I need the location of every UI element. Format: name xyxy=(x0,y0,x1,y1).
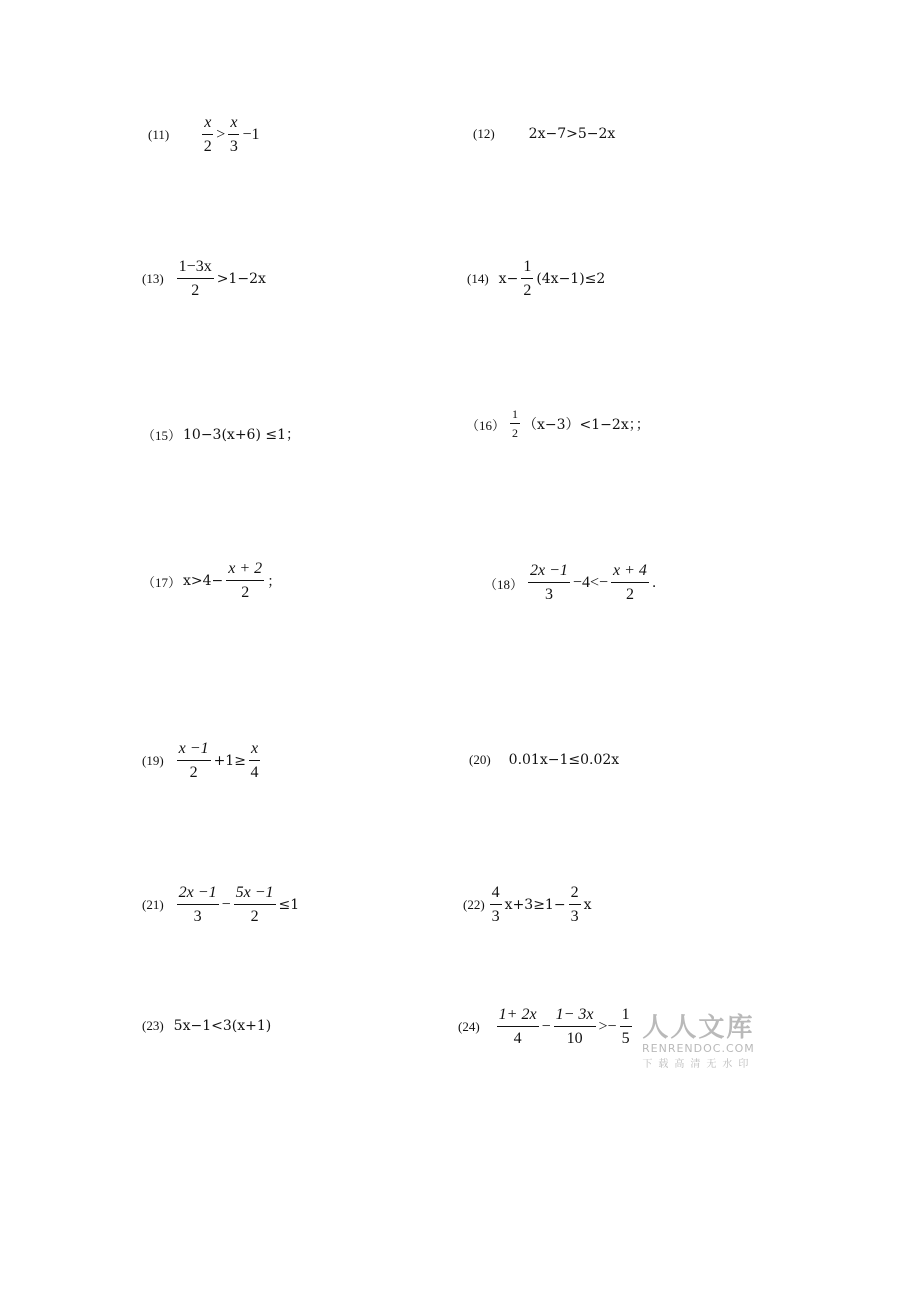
problem-11 xyxy=(148,114,259,156)
problem-18 xyxy=(484,562,656,604)
fraction: $\frac{x -1}{2}$ xyxy=(178,740,209,781)
problem-23 xyxy=(142,1018,271,1034)
expression-tail: ≤1 xyxy=(278,897,300,913)
expression: 5x−1<3(x+1) xyxy=(173,1018,272,1034)
fraction: $\frac{x}{4}$ xyxy=(250,740,259,781)
fraction: $\frac{x}{2}$ xyxy=(203,114,212,155)
fraction: $\frac{5x -1}{2}$ xyxy=(235,884,274,925)
problem-15 xyxy=(142,424,300,444)
expression-tail: （x−3）<1−2x；； xyxy=(523,417,650,433)
problem-number: (12) xyxy=(473,126,495,141)
problem-number: (13) xyxy=(142,271,164,286)
fraction: $\frac{1}{5}$ xyxy=(621,1006,630,1047)
fraction: $\frac{4}{3}$ xyxy=(491,884,500,925)
expression-mid: +1≥ xyxy=(213,753,246,769)
watermark-title: 人人文库 xyxy=(642,1013,755,1043)
fraction: $\frac{2x -1}{3}$ xyxy=(178,884,217,925)
problem-12 xyxy=(473,126,615,142)
problem-number: (23) xyxy=(142,1018,164,1033)
expression-tail: >1−2x xyxy=(216,271,266,287)
problem-16 xyxy=(466,408,650,440)
problem-number: (20) xyxy=(469,752,491,767)
expression-mid: − xyxy=(221,896,231,913)
problem-22 xyxy=(463,884,591,926)
problem-number: (22) xyxy=(463,897,485,912)
watermark-tagline: 下载高清无水印 xyxy=(642,1059,755,1070)
watermark-url: RENRENDOC.COM xyxy=(642,1042,755,1055)
expression-tail: (4x−1)≤2 xyxy=(536,271,606,287)
problem-number: (14) xyxy=(467,271,489,286)
problem-number: （17） xyxy=(142,574,182,590)
problem-17 xyxy=(142,560,281,602)
problem-21 xyxy=(142,884,299,926)
expression-mid: −4<− xyxy=(572,574,608,591)
expression: 2x−7>5−2x xyxy=(528,126,616,142)
watermark xyxy=(642,1014,755,1070)
problem-19 xyxy=(142,740,263,782)
problem-number: （16） xyxy=(466,417,506,433)
problem-number: (24) xyxy=(458,1019,480,1034)
expression-tail: . xyxy=(651,575,657,591)
fraction: $\frac{x + 4}{2}$ xyxy=(613,562,647,603)
problem-13 xyxy=(142,258,266,300)
problem-24 xyxy=(458,1006,635,1048)
fraction: $\frac{1- 3x}{10}$ xyxy=(555,1006,594,1047)
fraction: $\frac{x + 2}{2}$ xyxy=(228,560,263,601)
expression-mid: − xyxy=(541,1018,551,1035)
expression-tail: ； xyxy=(267,574,282,590)
problem-number: (21) xyxy=(142,897,164,912)
fraction: $\frac{1+ 2x}{4}$ xyxy=(498,1006,537,1047)
fraction: $\frac{1}{2}$ xyxy=(523,258,532,299)
problem-number: (11) xyxy=(148,127,170,142)
operator: > xyxy=(216,126,226,143)
expression-tail: x xyxy=(583,897,592,913)
problem-14 xyxy=(467,258,605,300)
expression-mid: >− xyxy=(598,1018,617,1035)
fraction: $\frac{x}{3}$ xyxy=(229,114,238,155)
problem-number: （15） xyxy=(142,427,182,443)
expression-tail: −1 xyxy=(242,126,260,143)
expression-mid: x+3≥1− xyxy=(504,897,566,913)
expression: 10−3(x+6) ≤1； xyxy=(183,427,301,443)
expression-lead: x>4− xyxy=(183,573,224,589)
fraction: $\frac{1-3x}{2}$ xyxy=(178,258,212,299)
fraction: $\frac{2}{3}$ xyxy=(570,884,579,925)
fraction: $\frac{2x -1}{3}$ xyxy=(530,562,568,603)
problem-number: (19) xyxy=(142,753,164,768)
problem-number: （18） xyxy=(484,576,524,592)
expression-lead: x− xyxy=(498,271,519,287)
problem-20 xyxy=(469,752,619,768)
expression: 0.01x−1≤0.02x xyxy=(508,752,620,768)
fraction: $\frac{1}{2}$ xyxy=(512,407,519,440)
